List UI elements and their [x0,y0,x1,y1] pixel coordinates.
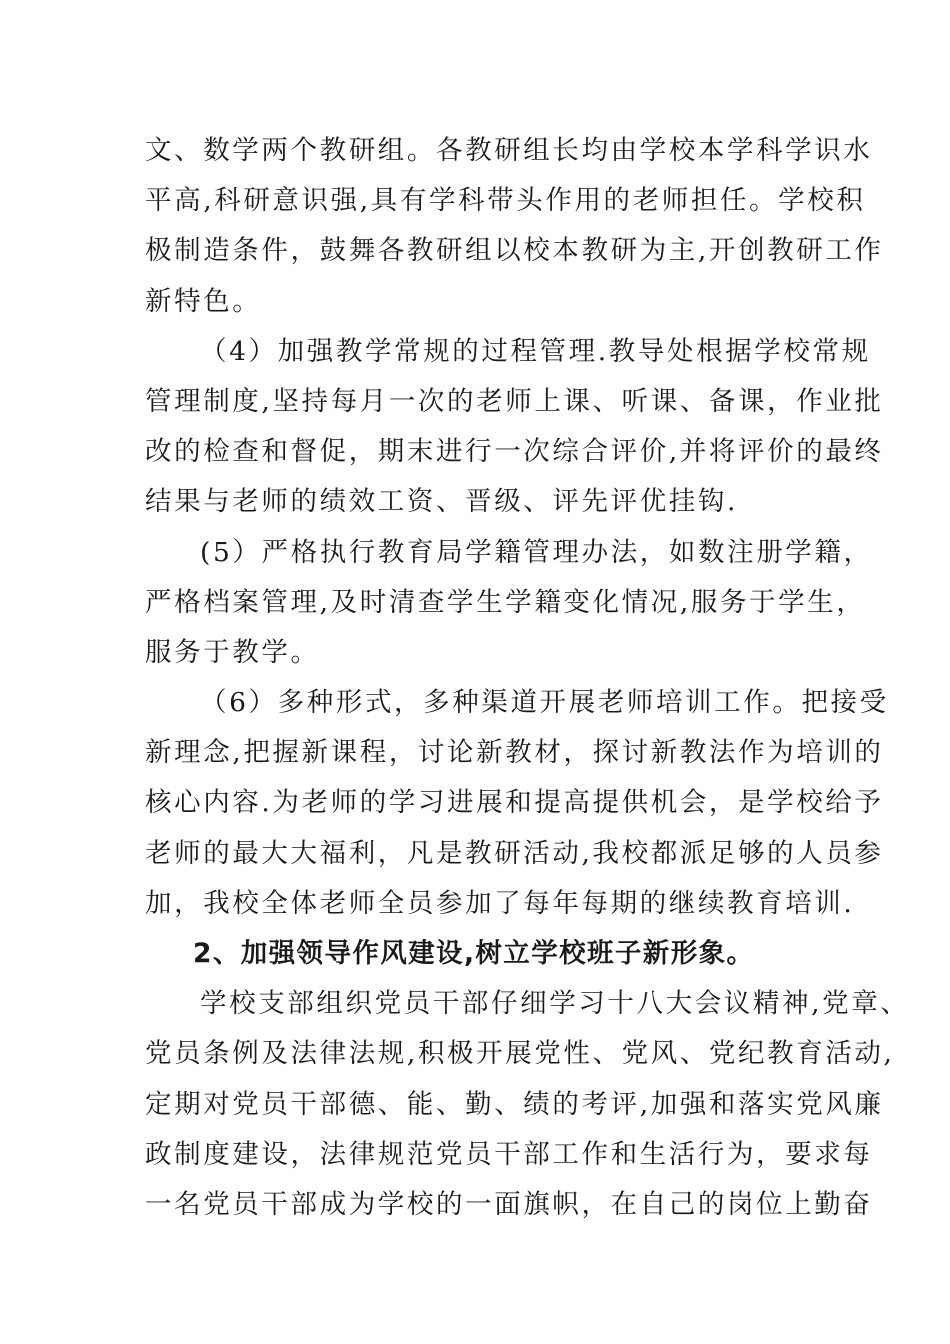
text-line: 极制造条件，鼓舞各教研组以校本教研为主,开创教研工作 [145,235,884,267]
text-line: 平高,科研意识强,具有学科带头作用的老师担任。学校积 [145,185,866,217]
section-heading: 2、加强领导作风建设,树立学校班子新形象。 [193,938,755,969]
paragraph-4-start: （4）加强教学常规的过程管理.教导处根据学校常规 [200,335,871,367]
text-line: 一名党员干部成为学校的一面旗帜，在自己的岗位上勤奋 [145,1188,873,1220]
text-line: 服务于教学。 [145,636,320,668]
text-line: 核心内容.为老师的学习进展和提高提供机会，是学校给予 [145,787,884,819]
text-line: 管理制度,坚持每月一次的老师上课、听课、备课，作业批 [145,385,884,417]
text-line: 严格档案管理,及时清查学生学籍变化情况,服务于学生， [145,586,866,618]
body-text [145,126,910,1230]
paragraph-6-start: （6）多种形式，多种渠道开展老师培训工作。把接受 [200,687,889,719]
text-line: 加，我校全体老师全员参加了每年每期的继续教育培训. [145,887,855,919]
text-line: 改的检查和督促，期末进行一次综合评价,并将评价的最终 [145,436,884,468]
text-line: 新理念,把握新课程，讨论新教材，探讨新教法作为培训的 [145,737,884,769]
paragraph-start: 学校支部组织党员干部仔细学习十八大会议精神,党章、 [200,988,910,1020]
text-line: 新特色。 [145,285,262,317]
text-line: 党员条例及法律法规,积极开展党性、党风、党纪教育活动, [145,1038,895,1070]
paragraph-5-start: (5）严格执行教育局学籍管理办法，如数注册学籍， [200,536,873,568]
text-line: 老师的最大大福利，凡是教研活动,我校都派足够的人员参 [145,837,884,869]
text-line: 文、数学两个教研组。各教研组长均由学校本学科学识水 [145,135,873,166]
text-line: 政制度建设，法律规范党员干部工作和生活行为，要求每 [145,1138,873,1170]
text-line: 结果与老师的绩效工资、晋级、评先评优挂钩. [145,486,739,518]
text-line: 定期对党员干部德、能、勤、绩的考评,加强和落实党风廉 [145,1088,884,1120]
